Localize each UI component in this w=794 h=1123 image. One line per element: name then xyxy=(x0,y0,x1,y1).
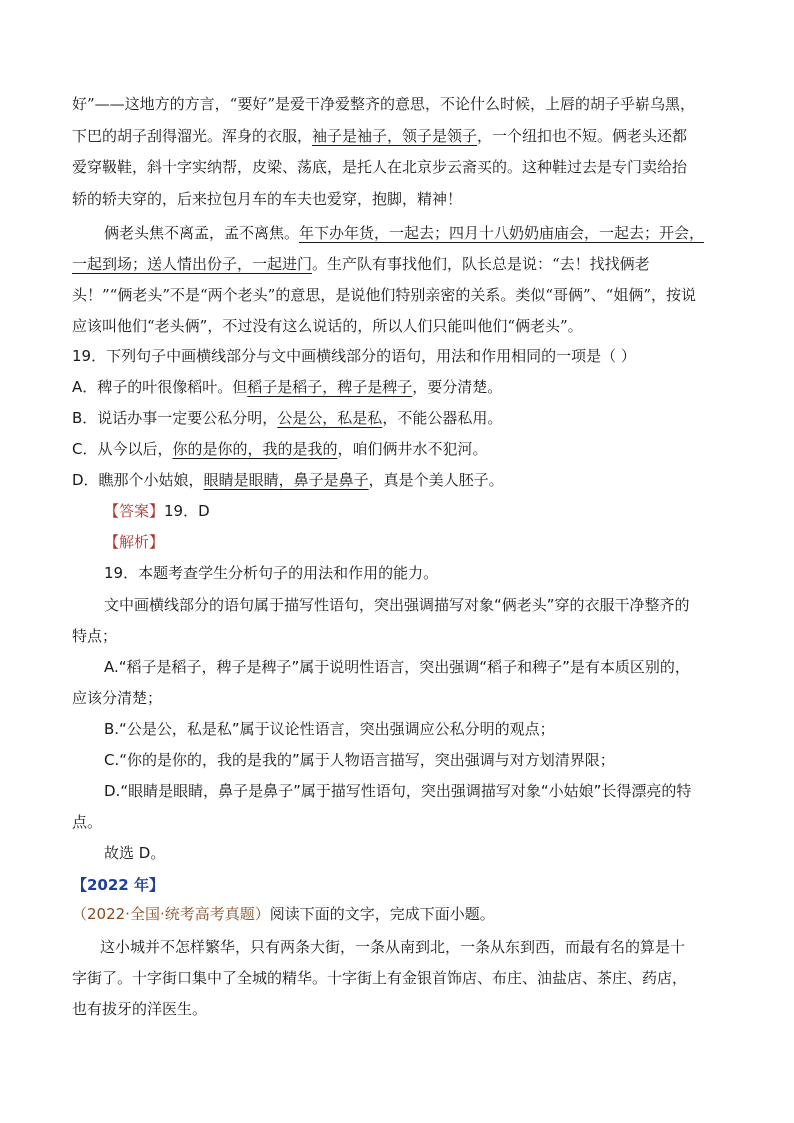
option-text: A．稗子的叶很像稻叶。但 xyxy=(72,378,248,396)
analysis-line: D.“眼睛是眼睛，鼻子是鼻子”属于描写性语句，突出强调描写对象“小姑娘”长得漂亮的特 xyxy=(104,782,692,800)
answer-value: 19．D xyxy=(164,502,210,520)
passage-line xyxy=(104,222,704,244)
underlined-phrase: 公是公，私是私 xyxy=(277,409,383,427)
underlined-phrase: 眼睛是眼睛，鼻子是鼻子 xyxy=(203,471,369,489)
passage-line: 字街了。十字街口集中了全城的精华。十字街上有金银首饰店、布庄、油盐店、茶庄、药店， xyxy=(72,969,688,987)
instruction-text: 阅读下面的文字，完成下面小题。 xyxy=(269,905,495,923)
underlined-phrase: 年下办年货，一起去；四月十八奶奶庙庙会，一起去；开会， xyxy=(299,224,705,242)
option-text: D．瞧那个小姑娘， xyxy=(72,471,204,489)
answer-line xyxy=(104,500,210,522)
option-text: ，要分清楚。 xyxy=(412,378,503,396)
analysis-line: 文中画横线部分的语句属于描写性语句，突出强调描写对象“俩老头”穿的衣服干净整齐的 xyxy=(104,596,690,614)
passage-line: 应该叫他们“老头俩”，不过没有这么说话的，所以人们只能叫他们“俩老头”。 xyxy=(72,317,583,335)
analysis-line: A.“稻子是稻子，稗子是稗子”属于说明性语言，突出强调“稻子和稗子”是有本质区别的， xyxy=(104,658,690,676)
passage-line: 头！”“俩老头”不是“两个老头”的意思，是说他们特别亲密的关系。类似“哥俩”、“姐俩”，按说 xyxy=(72,286,697,304)
option-a xyxy=(72,376,502,398)
year-heading xyxy=(72,874,164,896)
passage-line: 爱穿靸鞋，斜十字实纳帮，皮梁、荡底，是托人在北京步云斋买的。这种鞋过去是专门卖给抬 xyxy=(72,158,688,176)
option-text: ，真是个美人胚子。 xyxy=(368,471,504,489)
passage-line: 也有拔牙的洋医生。 xyxy=(72,1000,208,1018)
passage-line xyxy=(72,125,687,147)
passage-text: 俩老头焦不离孟，孟不离焦。 xyxy=(104,224,300,242)
analysis-line: 故选 D。 xyxy=(104,844,166,862)
option-text: C．从今以后， xyxy=(72,440,173,458)
underlined-phrase: 稻子是稻子，稗子是稗子 xyxy=(247,378,413,396)
analysis-line: 特点； xyxy=(72,627,118,645)
option-b xyxy=(72,407,502,429)
option-text: ，咱们俩井水不犯河。 xyxy=(337,440,488,458)
analysis-label: 【解析】 xyxy=(104,533,165,551)
passage-line: 这小城并不怎样繁华，只有两条大街，一条从南到北，一条从东到西，而最有名的算是十 xyxy=(100,938,686,956)
passage-line: 好”——这地方的方言，“要好”是爱干净爱整齐的意思，不论什么时候，上唇的胡子乎崭乌黑， xyxy=(72,95,696,113)
analysis-line: 19．本题考查学生分析句子的用法和作用的能力。 xyxy=(104,564,439,582)
option-d xyxy=(72,469,504,491)
source-tag: （2022·全国·统考高考真题） xyxy=(72,905,270,923)
analysis-line: 应该分清楚； xyxy=(72,689,163,707)
analysis-tag xyxy=(104,531,164,553)
passage-text: ，一个纽扣也不短。俩老头还都 xyxy=(477,127,688,145)
passage-text: 。生产队有事找他们，队长总是说：“去！找找俩老 xyxy=(312,255,650,273)
analysis-line: B.“公是公，私是私”属于议论性语言，突出强调应公私分明的观点； xyxy=(104,720,555,738)
option-text: ，不能公器私用。 xyxy=(382,409,503,427)
underlined-phrase: 袖子是袖子，领子是领子 xyxy=(312,127,478,145)
source-line xyxy=(72,903,495,925)
question-stem: 19．下列句子中画横线部分与文中画横线部分的语句，用法和作用相同的一项是（ ） xyxy=(72,347,636,365)
analysis-line: 点。 xyxy=(72,813,103,831)
analysis-line: C.“你的是你的，我的是我的”属于人物语言描写，突出强调与对方划清界限； xyxy=(104,751,615,769)
passage-text: 下巴的胡子刮得溜光。浑身的衣服， xyxy=(72,127,313,145)
year-tag: 【2022 年】 xyxy=(72,876,164,894)
answer-tag: 【答案】 xyxy=(104,502,165,520)
passage-line: 轿的轿夫穿的，后来拉包月车的车夫也爱穿，抱脚，精神！ xyxy=(72,190,463,208)
passage-line xyxy=(72,253,650,275)
underlined-phrase: 你的是你的，我的是我的 xyxy=(172,440,338,458)
underlined-phrase: 一起到场；送人情出份子，一起进门 xyxy=(72,255,313,273)
option-c xyxy=(72,438,488,460)
option-text: B．说话办事一定要公私分明， xyxy=(72,409,278,427)
